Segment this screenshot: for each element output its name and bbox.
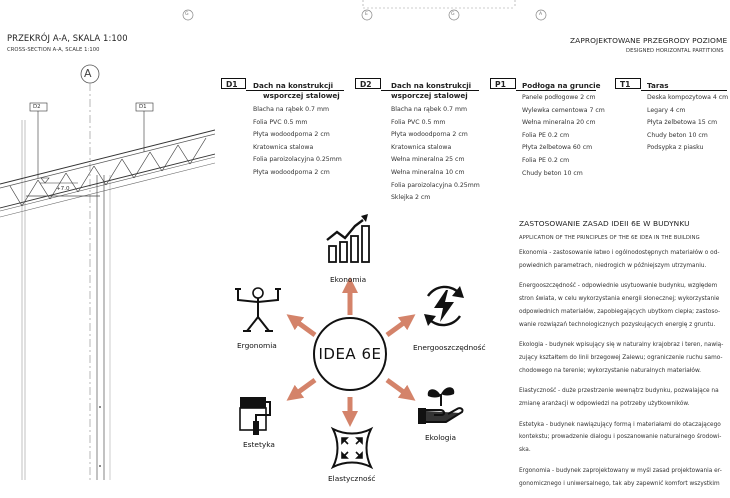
principle-elastycznosc [519, 385, 725, 410]
layer-item: Chudy beton 10 cm [522, 169, 583, 177]
hand-plant-icon [416, 382, 466, 428]
para-line: wanie rozwiązań technologicznych pozyskujących energię z gruntu. [519, 321, 716, 328]
para-line: Ekonomia - zastosowanie łatwo i ogólnodostępnych materiałów o od- [519, 250, 720, 256]
para-line: Energooszczędność - odpowiednie usytuowanie budynku, względem [519, 283, 718, 290]
partition-group-d2 [391, 81, 480, 205]
para-line: Ekologia - budynek wpisujący się w naturalny krajobraz i teren, nawią- [519, 342, 724, 349]
principle-energooszczednosc [519, 280, 725, 331]
grid-marker-3: G [451, 12, 455, 17]
para-line: kontekstu; prowadzenie dialogu i poszanowanie naturalnego środowi- [519, 434, 722, 441]
layer-item: Folia PVC 0.5 mm [391, 118, 446, 126]
energy-cycle-icon [418, 280, 470, 332]
principle-ergonomia [519, 465, 725, 490]
grid-marker-1: G [185, 12, 189, 17]
partition-title-line: wsporczej stalowej [263, 91, 340, 100]
layer-item: Panele podłogowe 2 cm [522, 94, 596, 101]
layer-item: Wełna mineralna 25 cm [391, 156, 465, 164]
axis-label-a: A [84, 67, 92, 80]
partitions-title: ZAPROJEKTOWANE PRZEGRODY POZIOME [570, 36, 728, 45]
ergonomic-figure-icon [233, 285, 283, 335]
paint-roller-icon [238, 393, 274, 437]
partition-group-t1 [647, 81, 728, 155]
layer-item: Folia paroizolacyjna 0.25mm [253, 156, 342, 164]
principle-estetyka [519, 419, 725, 457]
para-line: Estetyka - budynek nawiązujący formą i materiałami do otaczającego [519, 421, 721, 428]
layer-item: Blacha na rąbek 0.7 mm [253, 106, 329, 113]
partitions-subtitle: DESIGNED HORIZONTAL PARTITIONS [626, 48, 724, 54]
label-ekologia: Ekologia [425, 433, 457, 442]
layer-item: Kratownica stalowa [391, 143, 452, 151]
partition-title-line: wsporczej stalowej [391, 91, 468, 100]
flexible-square-icon [329, 425, 375, 471]
section-level: +7.0 [56, 186, 70, 192]
layer-item: Folia PE 0.2 cm [522, 131, 570, 139]
label-elastycznosc: Elastyczność [328, 474, 376, 483]
layer-item: Wełna mineralna 20 cm [522, 119, 596, 127]
idea-center: IDEA 6E [313, 317, 387, 391]
section-label-d1: D1 [139, 104, 147, 110]
layer-item: Płyta wodoodporna 2 cm [253, 131, 330, 139]
para-line: odpowiednich materiałów, zapobiegających ubytkom ciepła; zastoso- [519, 308, 721, 315]
para-line: Elastyczność - duże przestrzenie wewnątrz budynku, pozwalające na [519, 388, 719, 395]
section-title: PRZEKRÓJ A-A, SKALA 1:100 [7, 33, 128, 43]
partition-group-d1 [253, 81, 342, 180]
layer-item: Folia paroizolacyjna 0.25mm [391, 181, 480, 189]
principles-subtitle: APPLICATION OF THE PRINCIPLES OF THE 6E IDEA IN THE BUILDING [519, 235, 700, 241]
principle-ekonomia [519, 247, 725, 272]
layer-item: Wylewka cementowa 7 cm [522, 106, 605, 114]
para-line: Ergonomia - budynek zaprojektowany w myśl zasad projektowania er- [519, 467, 722, 474]
partition-title-line: Dach na konstrukcji [253, 81, 334, 90]
principles-title: ZASTOSOWANIE ZASAD IDEII 6E W BUDYNKU [519, 219, 690, 228]
partition-group-p1 [522, 81, 605, 180]
layer-item: Podsypka z piasku [647, 144, 704, 152]
para-line: stron świata, w celu wykorzystania energii słonecznej; wykorzystanie [519, 296, 720, 303]
layer-item: Płyta żelbetowa 15 cm [647, 119, 718, 127]
grid-marker-2: E [365, 12, 368, 17]
para-line: powiednich parametrach, niedrogich w późniejszym utrzymaniu. [519, 262, 707, 269]
principles-section [519, 219, 725, 498]
partition-tag-d1: D1 [221, 78, 246, 89]
layer-item: Folia PE 0.2 cm [522, 156, 570, 164]
partition-title-line: Taras [647, 81, 669, 90]
section-drawing [0, 60, 215, 480]
chart-growth-icon [323, 212, 375, 264]
layer-item: Płyta wodoodporna 2 cm [391, 131, 468, 139]
principle-ekologia [519, 339, 725, 377]
partition-tag-t1: T1 [615, 78, 641, 89]
label-energooszczednosc: Energooszczędność [413, 343, 486, 352]
para-line: zmianę aranżacji w odpowiedzi na potrzeby użytkowników. [519, 401, 690, 408]
para-line: zujący kształtem do linii brzegowej Zalewu; ograniczenie ruchu samo- [519, 354, 723, 361]
partition-title-line: Podłoga na gruncie [522, 81, 601, 90]
layer-item: Kratownica stalowa [253, 143, 314, 151]
layer-item: Płyta żelbetowa 60 cm [522, 144, 593, 152]
label-ergonomia: Ergonomia [237, 341, 277, 350]
layer-item: Legary 4 cm [647, 106, 686, 114]
partition-tag-d2: D2 [355, 78, 381, 89]
partition-tag-p1: P1 [490, 78, 516, 89]
section-subtitle: CROSS-SECTION A-A, SCALE 1:100 [7, 47, 100, 53]
para-line: ska. [519, 447, 531, 454]
layer-item: Sklejka 2 cm [391, 194, 431, 202]
partition-title-line: Dach na konstrukcji [391, 81, 472, 90]
grid-marker-4: A [539, 12, 543, 17]
layer-item: Deska kompozytowa 4 cm [647, 94, 729, 101]
layer-item: Płyta wodoodporna 2 cm [253, 168, 330, 176]
para-line: gonomicznego i uniwersalnego, tak aby zapewnić komfort wszystkim [519, 480, 720, 487]
label-estetyka: Estetyka [243, 440, 275, 449]
layer-item: Folia PVC 0.5 mm [253, 118, 308, 126]
label-ekonomia: Ekonomia [330, 275, 367, 284]
layer-item: Chudy beton 10 cm [647, 131, 708, 139]
para-line: chodowego na terenie; wykorzystanie naturalnych materiałów. [519, 367, 702, 374]
section-label-d2: D2 [33, 104, 41, 110]
layer-item: Blacha na rąbek 0.7 mm [391, 106, 467, 113]
layer-item: Wełna mineralna 10 cm [391, 168, 465, 176]
